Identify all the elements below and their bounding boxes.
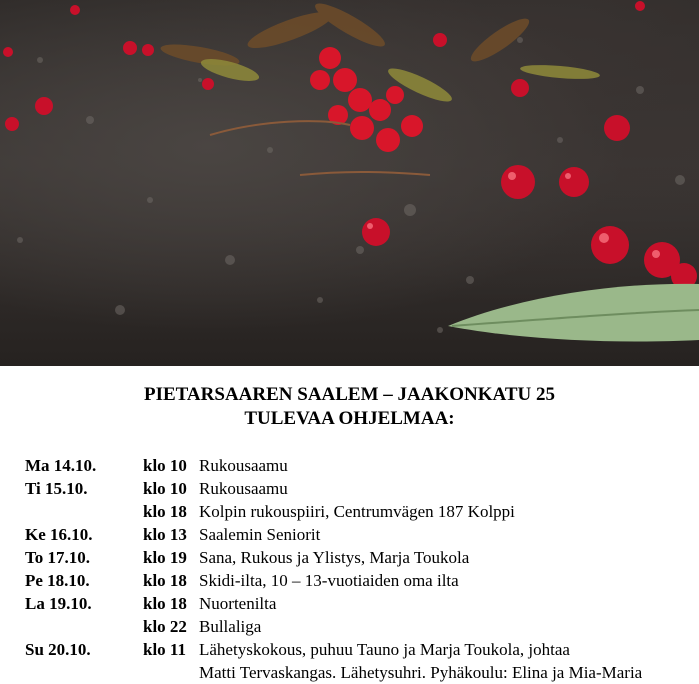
schedule-day: Ke 16.10. <box>25 525 93 544</box>
schedule-day: Pe 18.10. <box>25 571 90 590</box>
schedule-time: klo 13 <box>143 525 187 544</box>
page-title: PIETARSAAREN SAALEM – JAAKONKATU 25 <box>144 384 555 405</box>
page-subtitle: TULEVAA OHJELMAA: <box>244 408 455 429</box>
schedule-row <box>25 638 699 661</box>
schedule-day: To 17.10. <box>25 548 91 567</box>
schedule-description: Nuortenilta <box>199 594 277 613</box>
schedule-day: Su 20.10. <box>25 640 91 659</box>
schedule-description: Lähetyskokous, puhuu Tauno ja Marja Toukola, johtaa <box>199 640 570 659</box>
schedule-description: Saalemin Seniorit <box>199 525 321 544</box>
schedule-time: klo 18 <box>143 571 187 590</box>
schedule-row <box>25 500 699 523</box>
schedule-time: klo 18 <box>143 594 187 613</box>
schedule-time: klo 18 <box>143 502 187 521</box>
schedule-time: klo 22 <box>143 617 187 636</box>
schedule-row <box>25 615 699 638</box>
schedule-row <box>25 454 699 477</box>
schedule-description: Rukousaamu <box>199 456 288 475</box>
schedule-time: klo 10 <box>143 456 187 475</box>
schedule-time: klo 19 <box>143 548 187 567</box>
schedule-day: La 19.10. <box>25 594 92 613</box>
schedule-row <box>25 477 699 500</box>
schedule-description: Kolpin rukouspiiri, Centrumvägen 187 Kolppi <box>199 502 515 521</box>
schedule-day: Ti 15.10. <box>25 479 88 498</box>
schedule-row <box>25 523 699 546</box>
schedule-row <box>25 546 699 569</box>
schedule-row <box>25 592 699 615</box>
schedule-description: Skidi-ilta, 10 – 13-vuotiaiden oma ilta <box>199 571 459 590</box>
schedule-day: Ma 14.10. <box>25 456 97 475</box>
schedule-list <box>25 454 699 684</box>
schedule-row <box>25 569 699 592</box>
schedule-description: Sana, Rukous ja Ylistys, Marja Toukola <box>199 548 470 567</box>
schedule-description: Matti Tervaskangas. Lähetysuhri. Pyhäkoulu: Elina ja Mia-Maria <box>199 663 643 682</box>
schedule-time: klo 11 <box>143 640 186 659</box>
schedule-description: Rukousaamu <box>199 479 288 498</box>
schedule-description: Bullaliga <box>199 617 262 636</box>
schedule-row <box>25 661 699 684</box>
schedule-time: klo 10 <box>143 479 187 498</box>
